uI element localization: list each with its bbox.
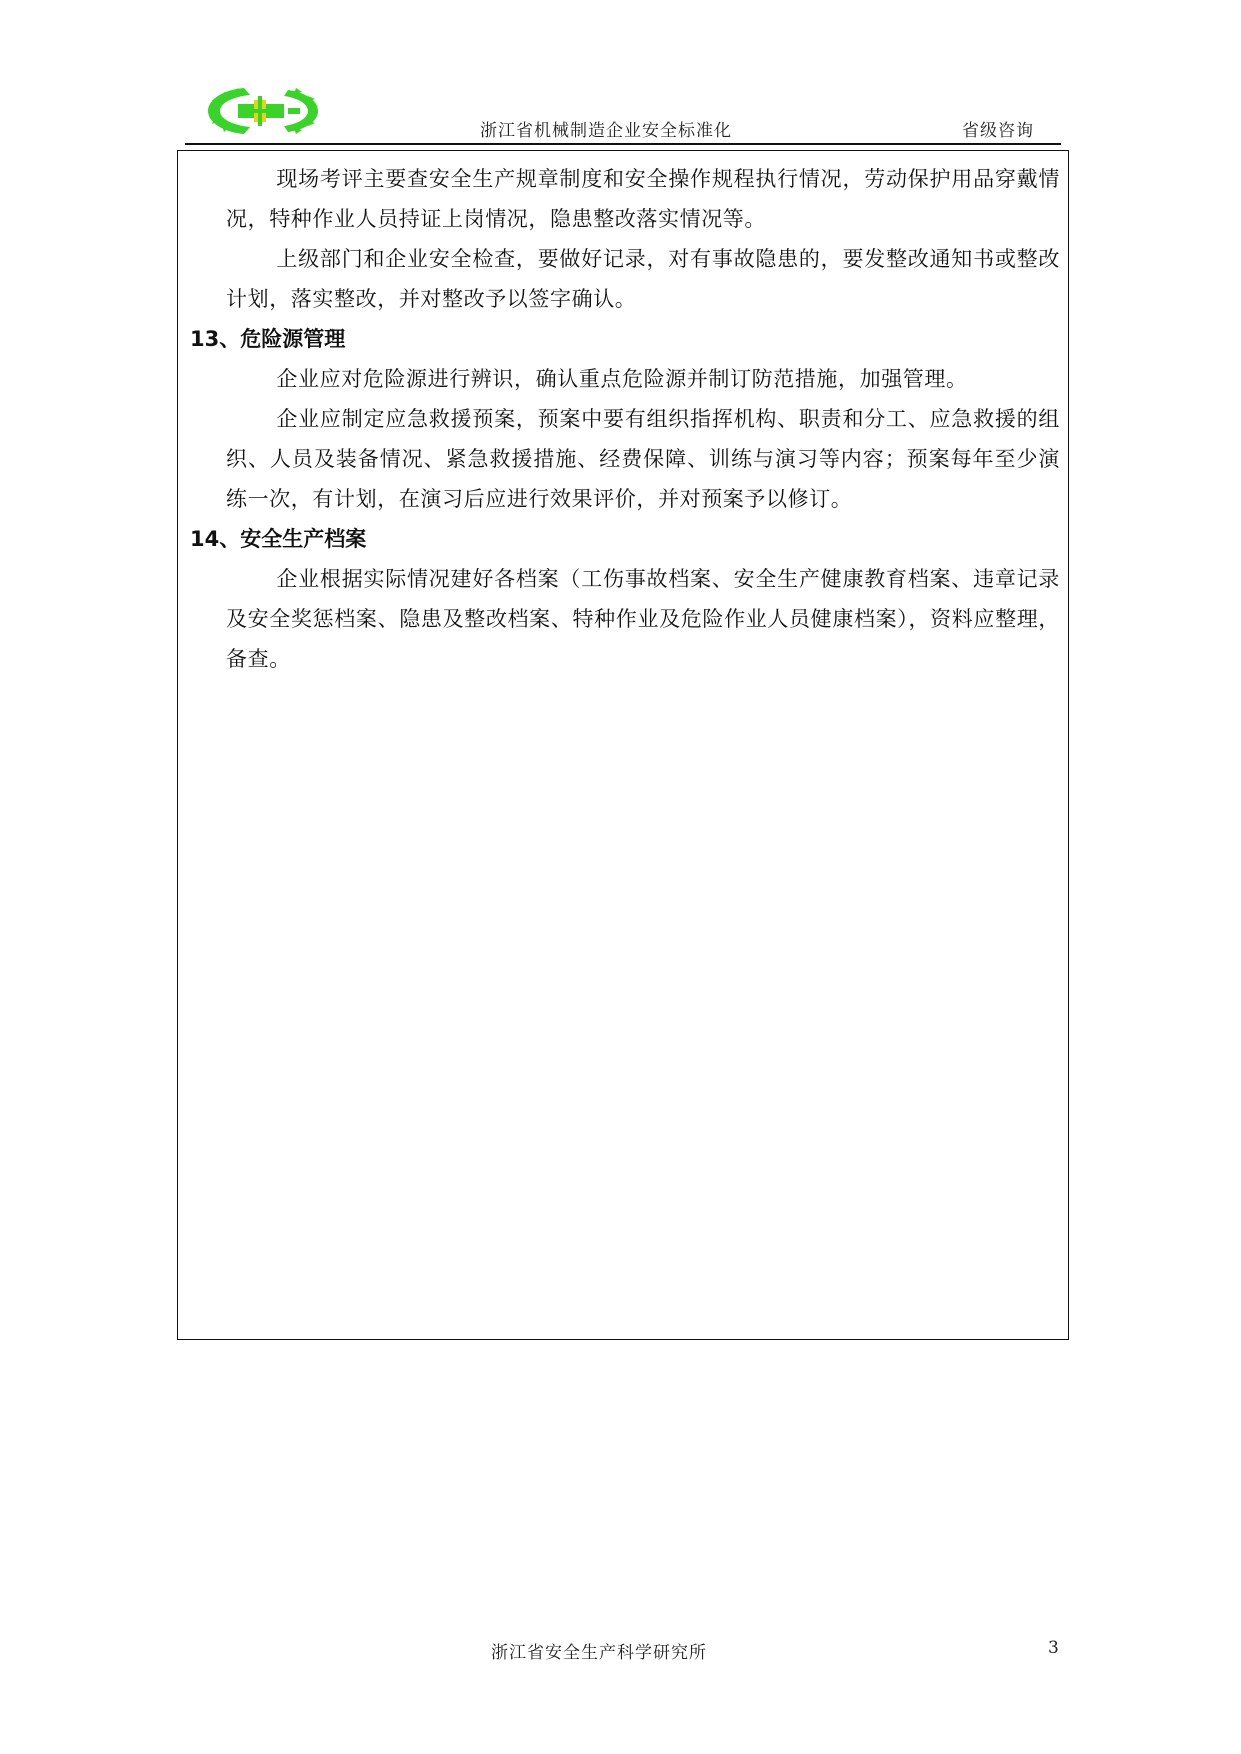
section-heading-14: 14、安全生产档案 — [190, 527, 367, 551]
header-title: 浙江省机械制造企业安全标准化 — [480, 121, 732, 141]
section-heading-13: 13、危险源管理 — [190, 327, 346, 351]
content-box — [177, 150, 1069, 1340]
paragraph-archives: 企业根据实际情况建好各档案（工伤事故档案、安全生产健康教育档案、违章记录及安全奖惩档案、隐患及整改档案、特种作业及危险作业人员健康档案），资料应整理，备查。 — [226, 567, 1060, 671]
paragraph-hazard-identification: 企业应对危险源进行辨识，确认重点危险源并制订防范措施，加强管理。 — [276, 367, 968, 391]
header-right-text: 省级咨询 — [962, 121, 1034, 141]
paragraph-safety-inspection: 上级部门和企业安全检查，要做好记录，对有事故隐患的，要发整改通知书或整改计划，落实整改，并对整改予以签字确认。 — [226, 247, 1060, 311]
page-number: 3 — [1048, 1638, 1059, 1658]
footer-institute: 浙江省安全生产科学研究所 — [491, 1643, 707, 1663]
paragraph-onsite-review: 现场考评主要查安全生产规章制度和安全操作规程执行情况，劳动保护用品穿戴情况，特种作业人员持证上岗情况，隐患整改落实情况等。 — [226, 167, 1060, 231]
header-divider — [185, 143, 1061, 145]
document-body — [190, 159, 1060, 679]
company-logo — [204, 84, 322, 138]
paragraph-emergency-plan: 企业应制定应急救援预案，预案中要有组织指挥机构、职责和分工、应急救援的组织、人员及装备情况、紧急救援措施、经费保障、训练与演习等内容；预案每年至少演练一次，有计划，在演习后应进行效果评价，并对预案予以修订。 — [226, 407, 1060, 511]
